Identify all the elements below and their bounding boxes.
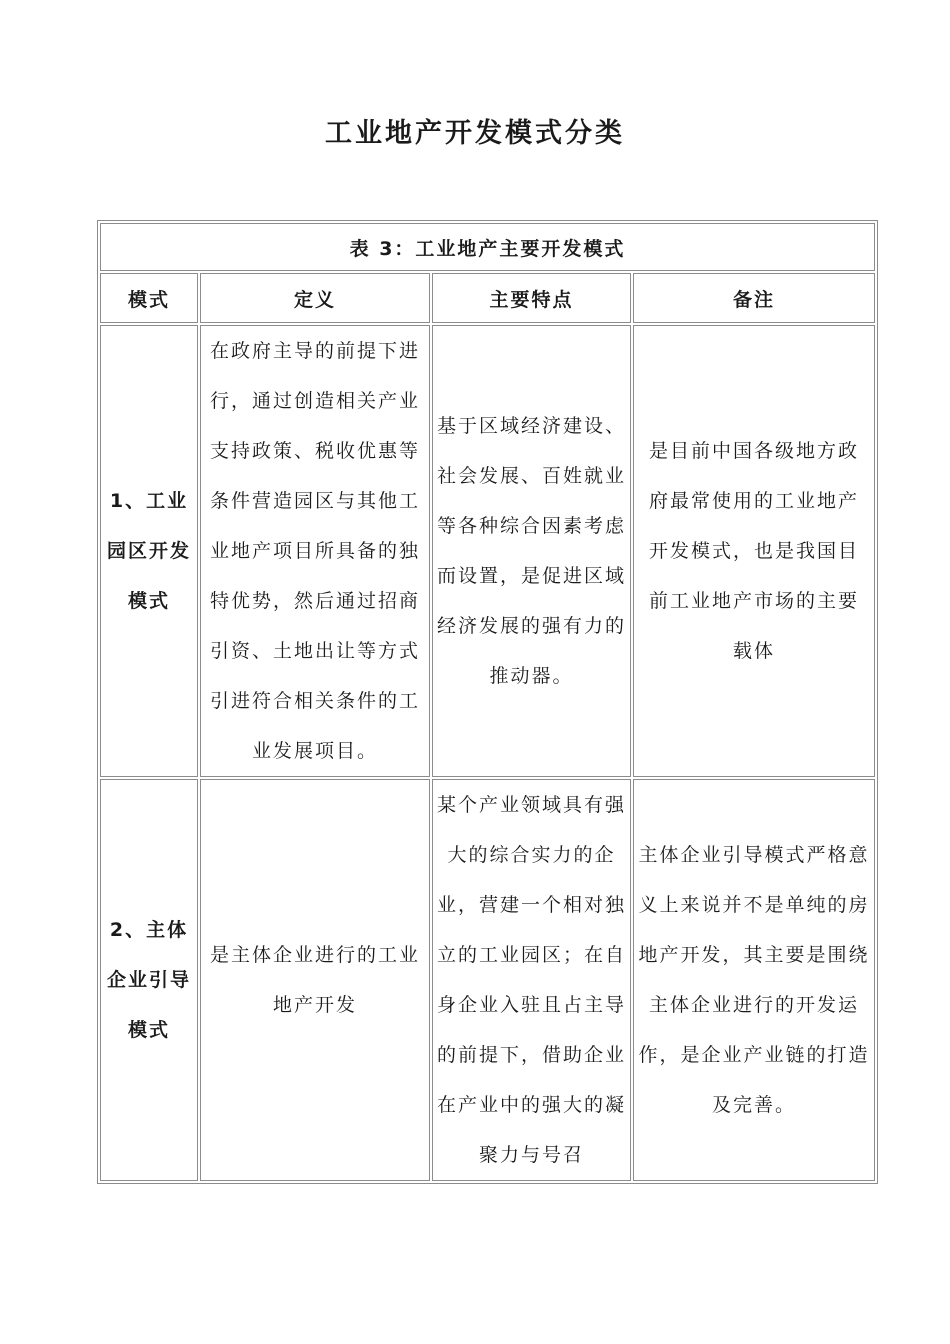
- mode-cell: [100, 779, 198, 1181]
- document-title: 工业地产开发模式分类: [325, 118, 625, 149]
- definition-cell: [200, 325, 430, 777]
- features-cell: [432, 325, 631, 777]
- table-header-row: [100, 273, 875, 323]
- remarks-text: 是目前中国各级地方政府最常使用的工业地产开发模式，也是我国目前工业地产市场的主要载体: [649, 440, 860, 662]
- mode-text: 1、工业园区开发模式: [106, 490, 191, 612]
- development-modes-table: [97, 220, 878, 1184]
- table-row: [100, 325, 875, 777]
- header-features: 主要特点: [432, 273, 631, 323]
- mode-text: 2、主体企业引导模式: [106, 919, 191, 1041]
- definition-text: 在政府主导的前提下进行，通过创造相关产业支持政策、税收优惠等条件营造园区与其他工业地产项目所具备的独特优势，然后通过招商引资、土地出让等方式引进符合相关条件的工业发展项目。: [209, 340, 420, 762]
- remarks-text: 主体企业引导模式严格意义上来说并不是单纯的房地产开发，其主要是围绕主体企业进行的开发运作，是企业产业链的打造及完善。: [638, 844, 870, 1116]
- definition-text: 是主体企业进行的工业地产开发: [209, 944, 420, 1016]
- header-remarks: 备注: [633, 273, 875, 323]
- features-text: 某个产业领域具有强大的综合实力的企业，营建一个相对独立的工业园区；在自身企业入驻且占主导的前提下，借助企业在产业中的强大的凝聚力与号召: [436, 794, 626, 1166]
- remarks-cell: [633, 779, 875, 1181]
- features-text: 基于区域经济建设、社会发展、百姓就业等各种综合因素考虑而设置，是促进区域经济发展的强有力的推动器。: [436, 415, 626, 687]
- mode-cell: [100, 325, 198, 777]
- table-caption: 表 3：工业地产主要开发模式: [100, 223, 875, 271]
- features-cell: [432, 779, 631, 1181]
- definition-cell: [200, 779, 430, 1181]
- header-mode: 模式: [100, 273, 198, 323]
- remarks-cell: [633, 325, 875, 777]
- table-row: [100, 779, 875, 1181]
- header-definition: 定义: [200, 273, 430, 323]
